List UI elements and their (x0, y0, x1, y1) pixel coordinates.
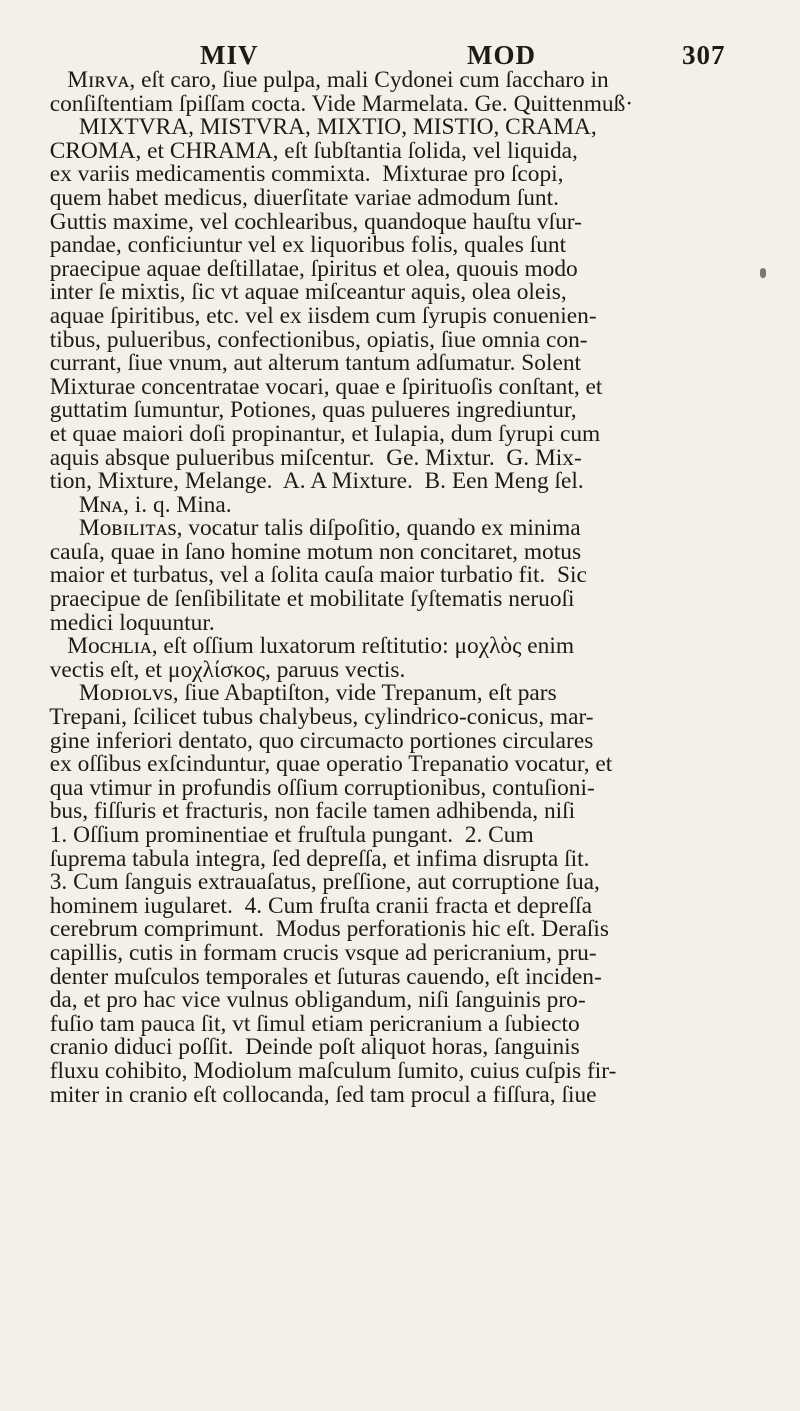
text-line: qua vtimur in profundis oſſium corruptionibus, contuſioni- (38, 774, 595, 801)
text-line: praecipue de ſenſibilitate et mobilitate ſyſtematis neruoſi (38, 586, 575, 613)
text-line: inter ſe mixtis, ſic vt aquae miſceantur aquis, olea oleis, (38, 279, 567, 306)
text-line: guttatim ſumuntur, Potiones, quas pulueres ingrediuntur, (38, 397, 577, 424)
text-line: quem habet medicus, diuerſitate variae admodum ſunt. (38, 184, 559, 211)
text-line: bus, fiſſuris et fracturis, non facile tamen adhibenda, niſi (38, 798, 576, 825)
page-number: 307 (682, 40, 726, 70)
text-line: aquae ſpiritibus, etc. vel ex iisdem cum ſyrupis conuenien- (38, 302, 597, 329)
text-line: Mᴏʙɪʟɪᴛᴀs, vocatur talis diſpoſitio, quando ex minima (38, 515, 581, 542)
text-line: pandae, conficiuntur vel ex liquoribus folis, quales ſunt (38, 232, 567, 259)
text-line: medici loquuntur. (38, 609, 215, 636)
text-line: gine inferiori dentato, quo circumacto portiones circulares (38, 727, 594, 754)
text-line: Mɴᴀ, i. q. Mina. (38, 491, 232, 518)
text-line: hominem iugularet. 4. Cum fruſta cranii fracta et depreſſa (38, 892, 593, 919)
text-line: cauſa, quae in ſano homine motum non concitaret, motus (38, 538, 582, 565)
text-line: Mixturae concentratae vocari, quae e ſpirituoſis conſtant, et (38, 373, 603, 400)
text-line: tion, Mixture, Melange. A. A Mixture. B. Een Meng ſel. (38, 468, 584, 495)
text-line: capillis, cutis in formam crucis vsque ad pericranium, pru- (38, 939, 597, 966)
text-line: et quae maiori doſi propinantur, et Iulapia, dum ſyrupi cum (38, 420, 601, 447)
header-center-guide-word: MOD (467, 40, 536, 70)
text-line: fluxu cohibito, Modiolum maſculum ſumito, cuius cuſpis fir- (38, 1057, 617, 1084)
text-line: currant, ſiue vnum, aut alterum tantum adſumatur. Solent (38, 350, 582, 377)
text-line: CROMA, et CHRAMA, eſt ſubſtantia ſolida, vel liquida, (38, 137, 578, 164)
text-line: da, et pro hac vice vulnus obligandum, niſi ſanguinis pro- (38, 987, 586, 1014)
text-line: cranio diduci poſſit. Deinde poſt aliquot horas, ſanguinis (38, 1034, 580, 1061)
text-line: conſiſtentiam ſpiſſam cocta. Vide Marmelata. Ge. Quittenmuß· (38, 90, 634, 117)
text-line: denter muſculos temporales et ſuturas cauendo, eſt inciden- (38, 963, 602, 990)
text-line: Trepani, ſcilicet tubus chalybeus, cylindrico-conicus, mar- (38, 704, 594, 731)
text-line: aquis absque pulueribus miſcentur. Ge. Mixtur. G. Mix- (38, 444, 582, 471)
text-line: ſuprema tabula integra, ſed depreſſa, et infima disrupta ſit. (38, 845, 590, 872)
text-line: fuſio tam pauca ſit, vt ſimul etiam pericranium a ſubiecto (38, 1010, 580, 1037)
text-line: miter in cranio eſt collocanda, ſed tam procul a fiſſura, ſiue (38, 1081, 597, 1108)
text-line: MIXTVRA, MISTVRA, MIXTIO, MISTIO, CRAMA, (38, 114, 597, 141)
header-left-guide-word: MIV (200, 40, 259, 70)
text-line: ex variis medicamentis commixta. Mixturae pro ſcopi, (38, 161, 564, 188)
margin-mark (760, 268, 766, 278)
text-line: 1. Oſſium prominentiae et fruſtula pungant. 2. Cum (38, 822, 534, 848)
text-line: 3. Cum ſanguis extrauaſatus, preſſione, aut corruptione ſua, (38, 869, 600, 896)
text-line: vectis eſt, et μοχλίσκος, paruus vectis. (38, 656, 406, 683)
text-line: praecipue aquae deſtillatae, ſpiritus et olea, quouis modo (38, 255, 578, 282)
text-line: Mɪʀᴠᴀ, eſt caro, ſiue pulpa, mali Cydonei cum ſaccharo in (38, 67, 609, 93)
text-line: maior et turbatus, vel a ſolita cauſa maior turbatio fit. Sic (38, 562, 587, 589)
text-line: Mᴏᴅɪᴏʟᴠs, ſiue Abaptiſton, vide Trepanum, eſt pars (38, 680, 557, 707)
body-text (38, 69, 730, 1107)
text-line: Mᴏᴄʜʟɪᴀ, eſt oſſium luxatorum reſtitutio: μοχλὸς enim (38, 633, 575, 660)
text-line: ex oſſibus exſcinduntur, quae operatio Trepanatio vocatur, et (38, 751, 613, 778)
text-line: cerebrum comprimunt. Modus perforationis hic eſt. Deraſis (38, 916, 609, 943)
text-line: tibus, pulueribus, confectionibus, opiatis, ſiue omnia con- (38, 326, 588, 353)
text-line: Guttis maxime, vel cochlearibus, quandoque hauſtu vſur- (38, 208, 582, 235)
